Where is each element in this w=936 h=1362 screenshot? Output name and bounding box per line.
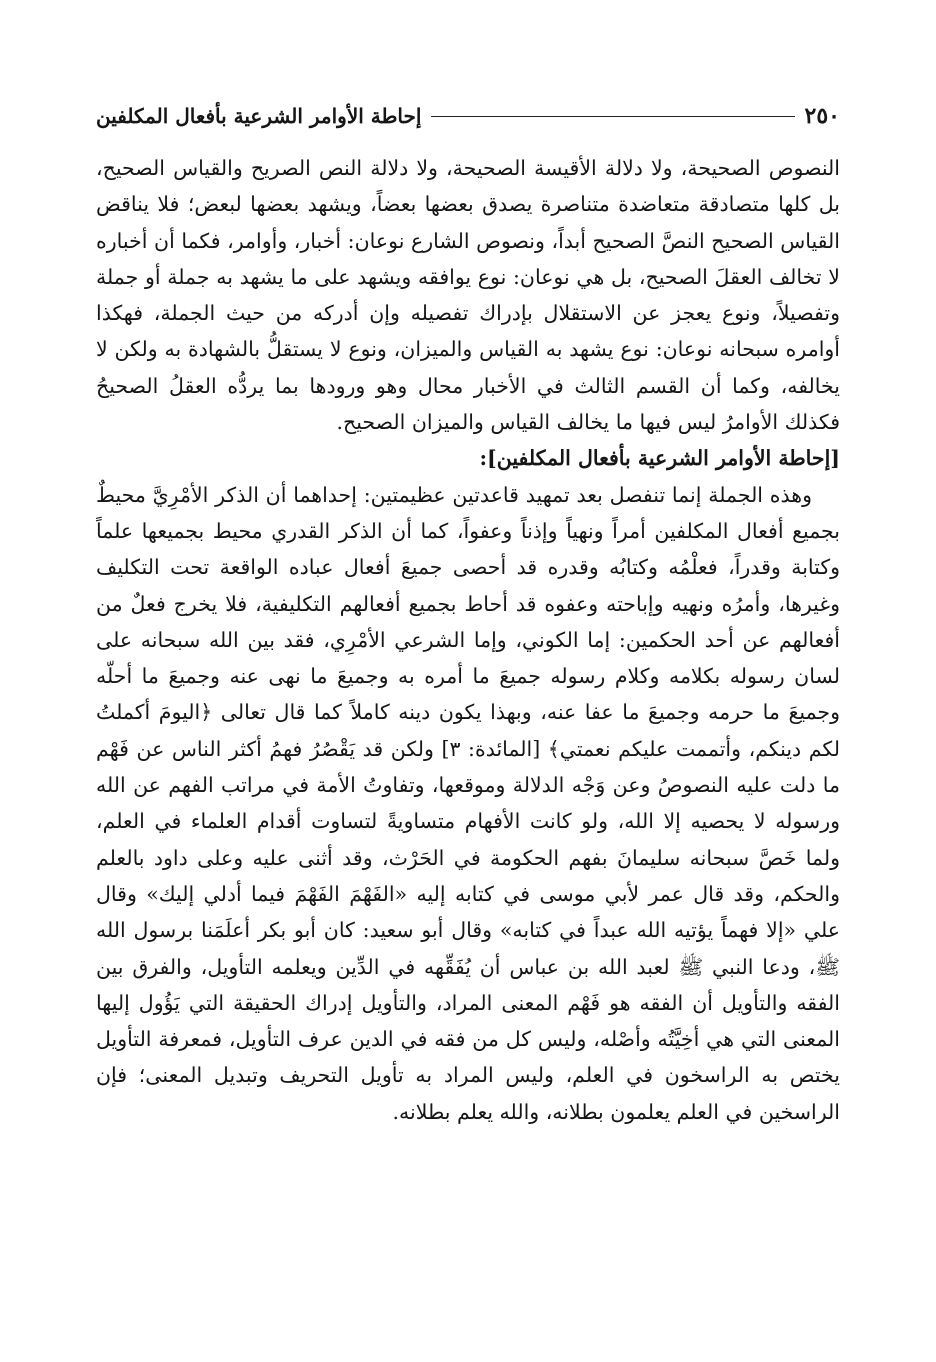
- running-title: إحاطة الأوامر الشرعية بأفعال المكلفين: [96, 104, 422, 128]
- paragraph-continuation: النصوص الصحيحة، ولا دلالة الأقيسة الصحيحة، ولا دلالة النص الصريح والقياس الصحيح، بل كلها متصادقة متعاضدة متناصرة يصدق بعضها بعضاً، ويشهد بعضها لبعض؛ فلا يناقض القياس الصحيح النصَّ الصحيح أبداً، ونصوص الشارع نوعان: أخبار، وأوامر، فكما أن أخباره لا تخالف العقلَ الصحيح، بل هي نوعان: نوع يوافقه ويشهد على ما يشهد به جملة أو جملة وتفصيلاً، ونوع يعجز عن الاستقلال بإدراك تفصيله وإن أدركه من حيث الجملة، فهكذا أوامره سبحانه نوعان: نوع يشهد به القياس والميزان، ونوع لا يستقلُّ بالشهادة به ولكن لا يخالفه، وكما أن القسم الثالث في الأخبار محال وهو ورودها بما يردُّه العقلُ الصحيحُ فكذلك الأوامرُ ليس فيها ما يخالف القياس والميزان الصحيح.: [96, 156, 840, 435]
- section-paragraph: وهذه الجملة إنما تنفصل بعد تمهيد قاعدتين عظيمتين: إحداهما أن الذكر الأمْرِيَّ محيطٌ بجميع أفعال المكلفين أمراً ونهياً وإذناً وعفواً، كما أن الذكر القدري محيط بجميعها علماً وكتابة وقدراً، فعلْمُه وكتابُه وقدره قد أحصى جميعَ أفعال عباده الواقعة تحت التكليف وغيرها، وأمرُه ونهيه وإباحته وعفوه قد أحاط بجميع أفعالهم التكليفية، فلا يخرج فعلٌ من أفعالهم عن أحد الحكمين: إما الكوني، وإما الشرعي الأمْرِي، فقد بين الله سبحانه على لسان رسوله بكلامه وكلام رسوله جميعَ ما أمره به وجميعَ ما نهى عنه وجميعَ ما أحلّه وجميعَ ما حرمه وجميعَ ما عفا عنه، وبهذا يكون دينه كاملاً كما قال تعالى ﴿اليومَ أكملتُ لكم دينكم، وأتممت عليكم نعمتي﴾ [المائدة: ٣] ولكن قد يَقْصُرُ فهمُ أكثر الناس عن فَهْم ما دلت عليه النصوصُ وعن وَجْه الدلالة وموقعها، وتفاوتُ الأمة في مراتب الفهم عن الله ورسوله لا يحصيه إلا الله، ولو كانت الأفهام متساويةً لتساوت أقدام العلماء في العلم، ولما خَصَّ سبحانه سليمانَ بفهم الحكومة في الحَرْث، وقد أثنى عليه وعلى داود بالعلم والحكم، وقد قال عمر لأبي موسى في كتابه إليه «الفَهْمَ الفَهْمَ فيما أدلي إليك» وقال علي «إلا فهماً يؤتيه الله عبداً في كتابه» وقال أبو سعيد: كان أبو بكر أعلَمَنا برسول الله ﷺ، ودعا النبي ﷺ لعبد الله بن عباس أن يُفَقِّهه في الدِّين ويعلمه التأويل، والفرق بين الفقه والتأويل أن الفقه هو فَهْم المعنى المراد، والتأويل إدراك الحقيقة التي يَؤُول إليها المعنى التي هي أخِيَّتُه وأصْله، وليس كل من فقه في الدين عرف التأويل، فمعرفة التأويل يختص به الراسخون في العلم، وليس المراد به تأويل التحريف وتبديل المعنى؛ فإن الراسخين في العلم يعلمون بطلانه، والله يعلم بطلانه.: [96, 482, 840, 1124]
- page-number: ٢٥٠: [804, 103, 840, 129]
- page-header: [96, 96, 840, 136]
- header-rule: [431, 115, 794, 117]
- section-heading: [إحاطة الأوامر الشرعية بأفعال المكلفين]:: [479, 446, 840, 471]
- body-text: [96, 150, 840, 1130]
